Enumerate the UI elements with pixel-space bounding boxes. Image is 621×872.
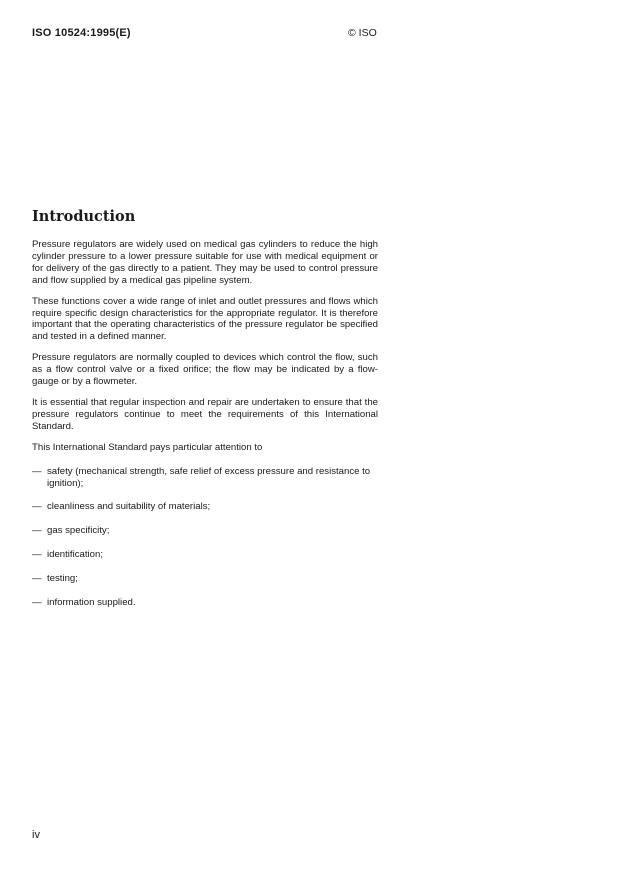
- list-item: [32, 573, 378, 585]
- list-item-text: safety (mechanical strength, safe relief of excess pressure and resistance to ignition);: [47, 465, 371, 489]
- list-item: [32, 597, 378, 609]
- dash-marker: —: [32, 597, 42, 609]
- attention-list: [32, 466, 378, 609]
- copyright-notice: © ISO: [348, 27, 377, 39]
- standard-id: ISO 10524:1995(E): [32, 27, 131, 39]
- dash-marker: —: [32, 501, 42, 513]
- dash-marker: —: [32, 573, 42, 585]
- list-item-text: identification;: [47, 549, 103, 561]
- list-item: [32, 525, 378, 537]
- paragraph-1: Pressure regulators are widely used on medical gas cylinders to reduce the high cylinder pressure to a lower pressure suitable for use with medical equipment or for delivery of the gas directly to a patient. They may be used to control pressure and flow supplied by a medical gas pipeline system.: [32, 239, 378, 286]
- paragraph-2: These functions cover a wide range of inlet and outlet pressures and flows which require specific design characteristics for the appropriate regulator. It is therefore important that the operating characteristics of the pressure regulator be specified and tested in a defined manner.: [32, 295, 378, 343]
- list-item: [32, 549, 378, 561]
- dash-marker: —: [32, 465, 42, 477]
- list-item-text: information supplied.: [47, 597, 136, 609]
- introduction-body: [32, 239, 378, 621]
- page-number: iv: [32, 829, 40, 841]
- list-item: [32, 501, 378, 513]
- list-item-text: testing;: [47, 573, 78, 585]
- paragraph-4: It is essential that regular inspection and repair are undertaken to ensure that the pressure regulators continue to meet the requirements of this International Standard.: [32, 396, 378, 432]
- dash-marker: —: [32, 525, 42, 537]
- section-title: Introduction: [32, 208, 136, 225]
- list-item: [32, 466, 378, 490]
- paragraph-3: Pressure regulators are normally coupled to devices which control the flow, such as a flow control valve or a fixed orifice; the flow may be indicated by a flow-gauge or by a flowmeter.: [32, 352, 378, 388]
- list-item-text: cleanliness and suitability of materials;: [47, 501, 211, 513]
- list-item-text: gas specificity;: [47, 525, 110, 537]
- dash-marker: —: [32, 549, 42, 561]
- paragraph-5: This International Standard pays particular attention to: [32, 441, 263, 453]
